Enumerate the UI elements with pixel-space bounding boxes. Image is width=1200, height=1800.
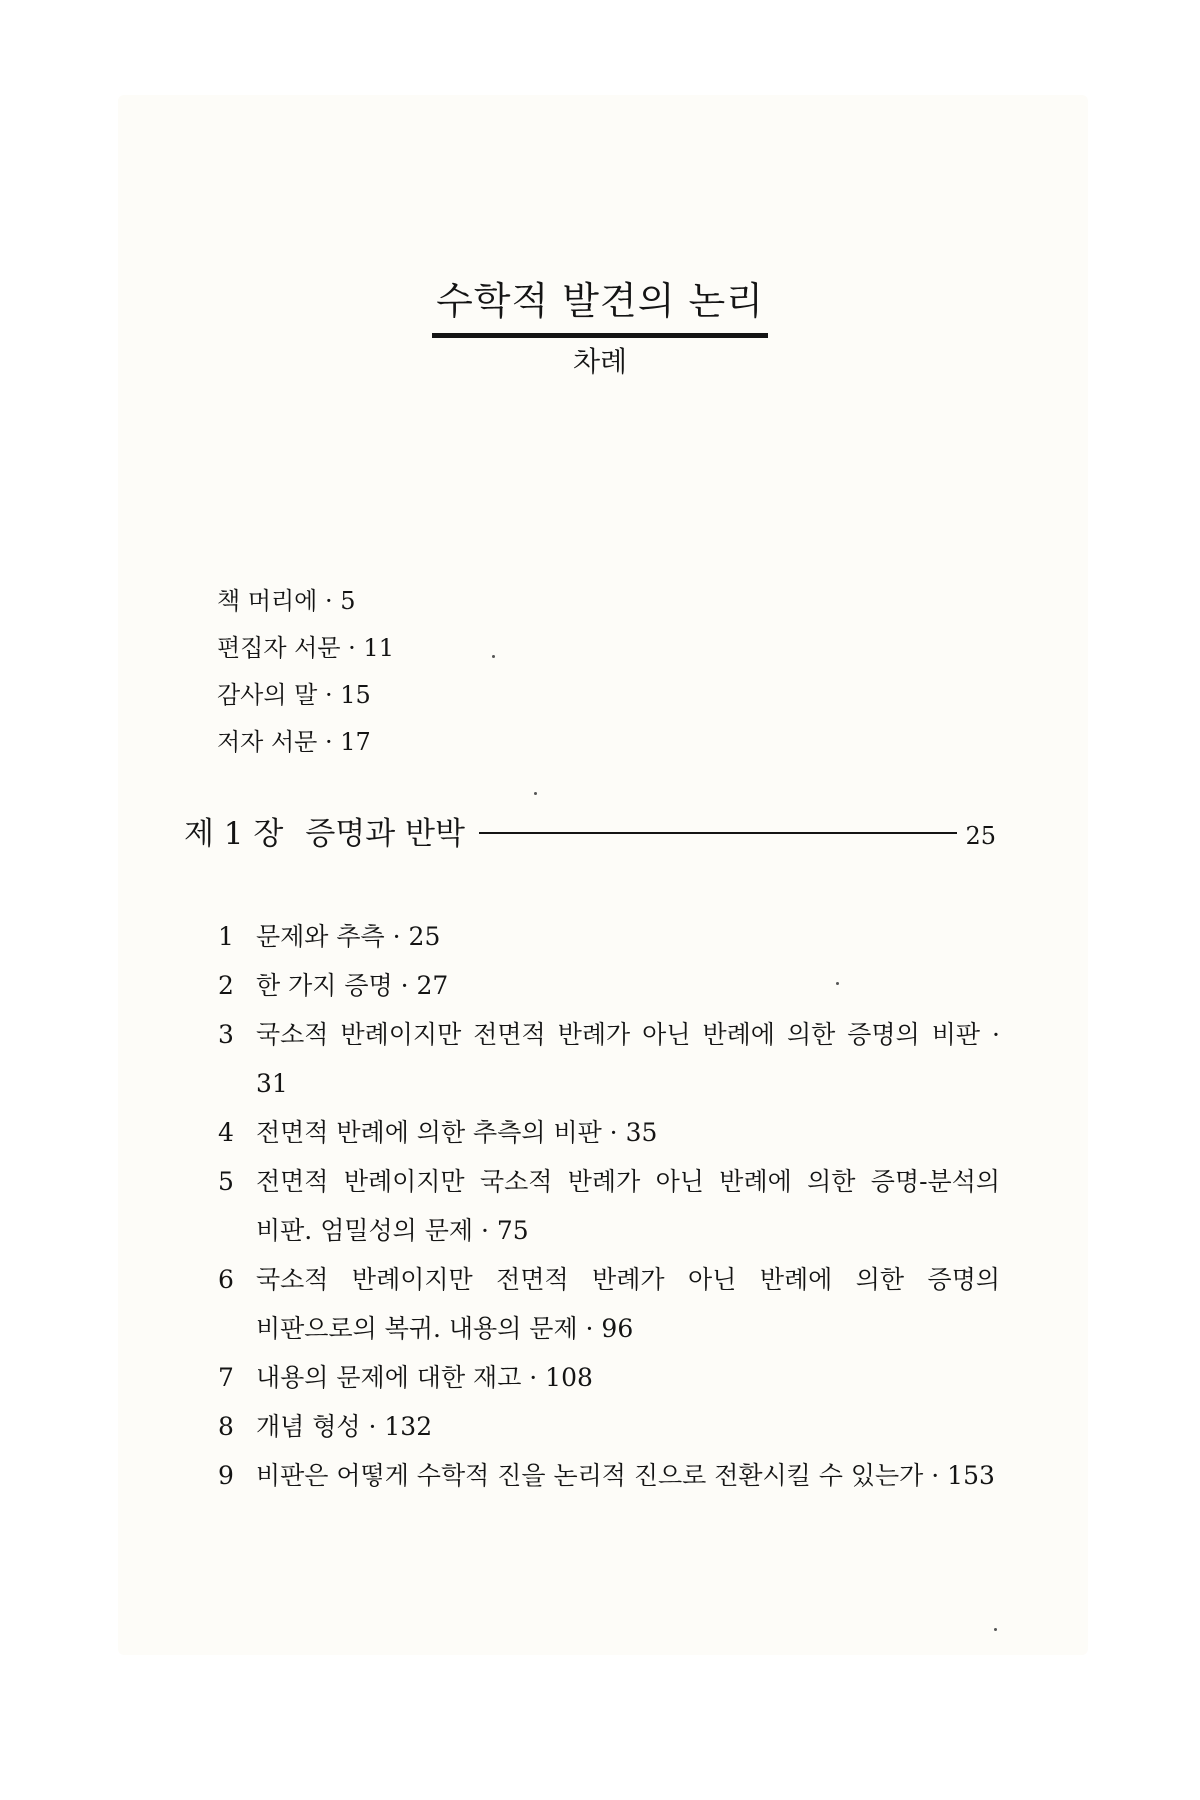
section-title: 내용의 문제에 대한 재고 · 108 — [256, 1363, 593, 1392]
front-matter-item: 책 머리에 · 5 — [217, 587, 356, 615]
section-title: 국소적 반례이지만 전면적 반례가 아닌 반례에 의한 증명의 비판으로의 복귀. 내용의 문제 · 96 — [256, 1265, 1000, 1343]
section-item — [218, 1353, 1000, 1402]
front-matter-item: 저자 서문 · 17 — [217, 728, 371, 756]
section-number: 6 — [218, 1265, 234, 1294]
section-list — [218, 912, 1000, 1500]
section-item — [218, 1157, 1000, 1255]
section-title: 비판은 어떻게 수학적 진을 논리적 진으로 전환시킬 수 있는가 · 153 — [256, 1461, 995, 1490]
section-item — [218, 1108, 1000, 1157]
section-item — [218, 1010, 1000, 1108]
section-title: 전면적 반례이지만 국소적 반례가 아닌 반례에 의한 증명-분석의 비판. 엄밀성의 문제 · 75 — [256, 1167, 1000, 1245]
section-title: 전면적 반례에 의한 추측의 비판 · 35 — [256, 1118, 658, 1147]
section-number: 3 — [218, 1020, 234, 1049]
section-number: 1 — [218, 922, 234, 951]
scan-speck — [534, 792, 537, 795]
section-number: 5 — [218, 1167, 234, 1196]
section-number: 9 — [218, 1461, 234, 1490]
section-item — [218, 912, 1000, 961]
book-title: 수학적 발견의 논리 — [432, 270, 768, 338]
section-number: 8 — [218, 1412, 234, 1441]
toc-heading: 차례 — [572, 345, 628, 378]
section-number: 2 — [218, 971, 234, 1000]
leader-line — [479, 832, 958, 834]
section-title: 개념 형성 · 132 — [256, 1412, 433, 1441]
section-title: 국소적 반례이지만 전면적 반례가 아닌 반례에 의한 증명의 비판 · 31 — [256, 1020, 1000, 1098]
scan-speck — [836, 982, 839, 985]
scan-speck — [492, 655, 495, 658]
section-item — [218, 1402, 1000, 1451]
front-matter-list — [217, 578, 817, 766]
front-matter-item: 편집자 서문 · 11 — [217, 634, 394, 662]
book-title-block — [0, 270, 1200, 338]
chapter-number: 제 1 장 — [184, 816, 284, 852]
front-matter-item: 감사의 말 · 15 — [217, 681, 371, 709]
section-title: 한 가지 증명 · 27 — [256, 971, 449, 1000]
chapter-title: 증명과 반박 — [305, 816, 465, 852]
section-title: 문제와 추측 · 25 — [256, 922, 441, 951]
section-item — [218, 1451, 1000, 1500]
section-item — [218, 1255, 1000, 1353]
section-item — [218, 961, 1000, 1010]
section-number: 4 — [218, 1118, 234, 1147]
section-number: 7 — [218, 1363, 234, 1392]
scan-speck — [994, 1628, 997, 1631]
chapter-page-number: 25 — [965, 822, 996, 850]
chapter-heading — [184, 808, 996, 853]
